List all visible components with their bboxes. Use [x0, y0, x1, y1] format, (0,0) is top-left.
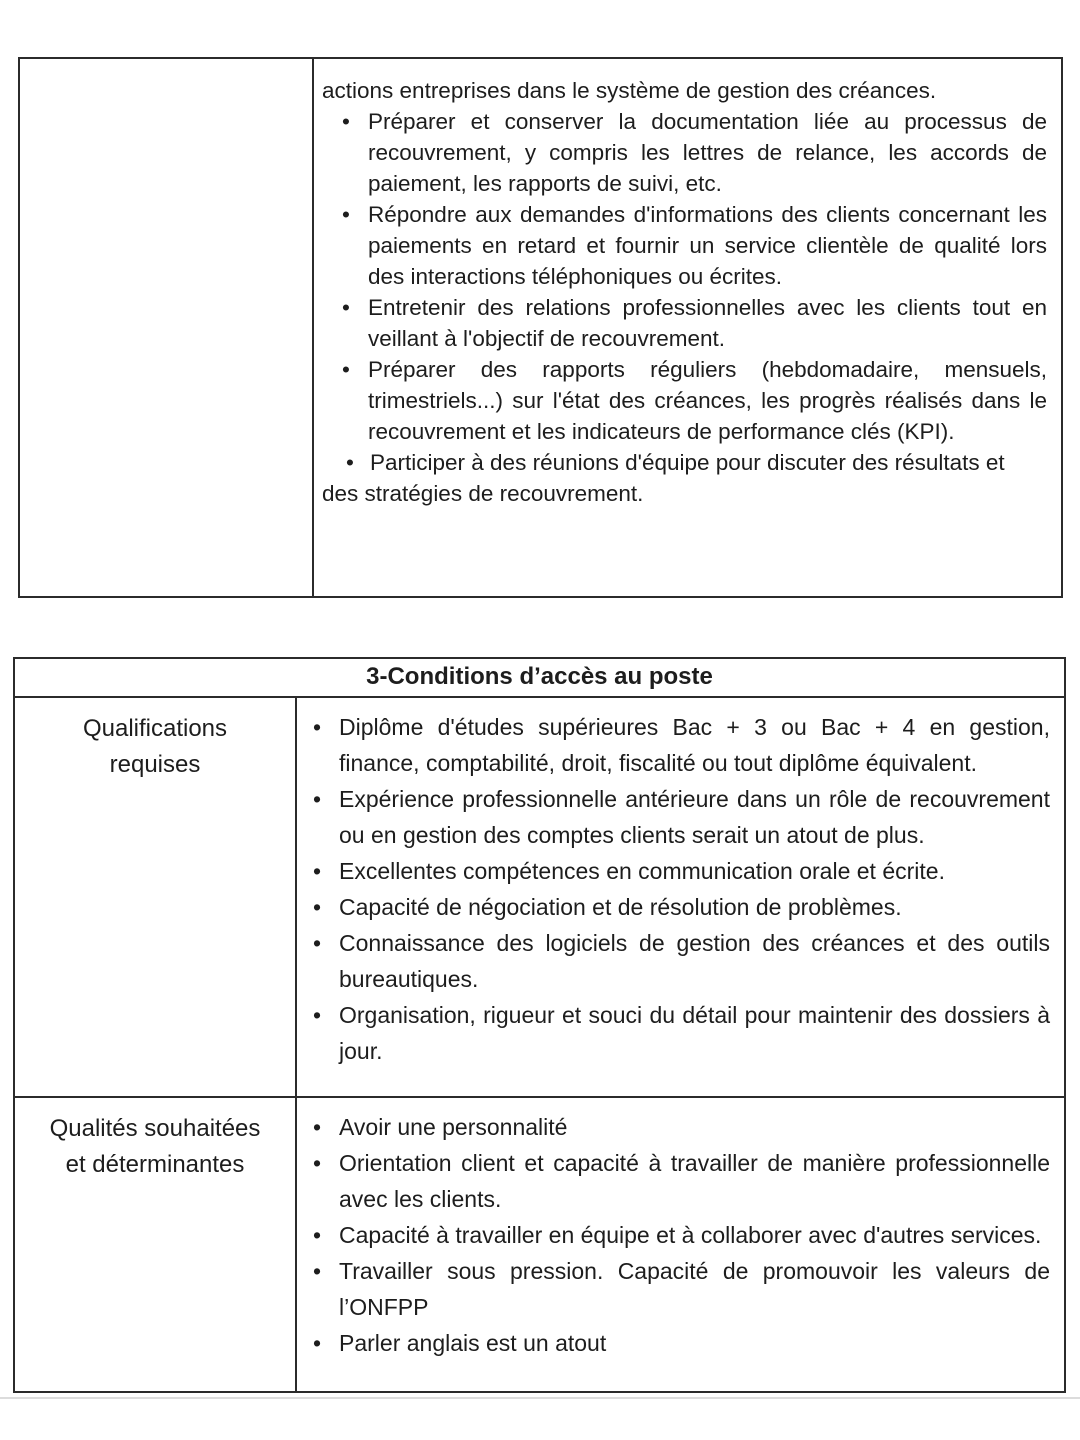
conditions-table: [13, 657, 1066, 1393]
bullet-item: • Avoir une personnalité: [305, 1109, 1050, 1145]
bullet-item: • Excellentes compétences en communication orale et écrite.: [305, 853, 1050, 889]
responsibilities-list: [322, 106, 1047, 447]
bullet-item: • Entretenir des relations professionnelles avec les clients tout en veillant à l'objectif de recouvrement.: [322, 292, 1047, 354]
qualities-list: [305, 1109, 1050, 1361]
qualifications-content-cell: [297, 698, 1064, 1096]
bullet-item: • Diplôme d'études supérieures Bac + 3 ou Bac + 4 en gestion, finance, comptabilité, droit, fiscalité ou tout diplôme équivalent.: [305, 709, 1050, 781]
table1-empty-label-cell: [20, 59, 314, 596]
last-bullet-item: [322, 447, 1047, 509]
last-bullet-text: Participer à des réunions d'équipe pour discuter des résultats et des stratégies de recouvrement.: [322, 450, 1005, 506]
bullet-item: • Capacité à travailler en équipe et à collaborer avec d'autres services.: [305, 1217, 1050, 1253]
qualifications-list: [305, 709, 1050, 1069]
table-row-qualities: [15, 1098, 1064, 1391]
bullet-item: • Organisation, rigueur et souci du détail pour maintenir des dossiers à jour.: [305, 997, 1050, 1069]
responsibilities-table: [18, 57, 1063, 598]
scan-shadow-line: [0, 1397, 1080, 1399]
conditions-table-title: 3-Conditions d’accès au poste: [15, 659, 1064, 698]
qualities-label-cell: [15, 1098, 297, 1391]
table-row-qualifications: [15, 698, 1064, 1098]
bullet-item: • Préparer et conserver la documentation liée au processus de recouvrement, y compris les lettres de relance, les accords de paiement, les rapports de suivi, etc.: [322, 106, 1047, 199]
bullet-item: • Orientation client et capacité à travailler de manière professionnelle avec les clients.: [305, 1145, 1050, 1217]
qualifications-label-cell: [15, 698, 297, 1096]
bullet-item: • Connaissance des logiciels de gestion des créances et des outils bureautiques.: [305, 925, 1050, 997]
bullet-marker: •: [346, 450, 354, 475]
qualifications-label: Qualifications requises: [82, 715, 228, 778]
bullet-item: • Répondre aux demandes d'informations des clients concernant les paiements en retard et fournir un service clientèle de qualité lors des interactions téléphoniques ou écrites.: [322, 199, 1047, 292]
table1-content-cell: [314, 59, 1061, 596]
bullet-item: • Travailler sous pression. Capacité de promouvoir les valeurs de l’ONFPP: [305, 1253, 1050, 1325]
bullet-item: • Préparer des rapports réguliers (hebdomadaire, mensuels, trimestriels...) sur l'état des créances, les progrès réalisés dans le recouvrement et les indicateurs de performance clés (KPI).: [322, 354, 1047, 447]
qualities-content-cell: [297, 1098, 1064, 1391]
bullet-item: • Capacité de négociation et de résolution de problèmes.: [305, 889, 1050, 925]
intro-text: actions entreprises dans le système de gestion des créances.: [322, 78, 937, 103]
bullet-item: • Parler anglais est un atout: [305, 1325, 1050, 1361]
qualities-label: Qualités souhaitées et déterminantes: [49, 1115, 261, 1178]
bullet-item: • Expérience professionnelle antérieure dans un rôle de recouvrement ou en gestion des comptes clients serait un atout de plus.: [305, 781, 1050, 853]
